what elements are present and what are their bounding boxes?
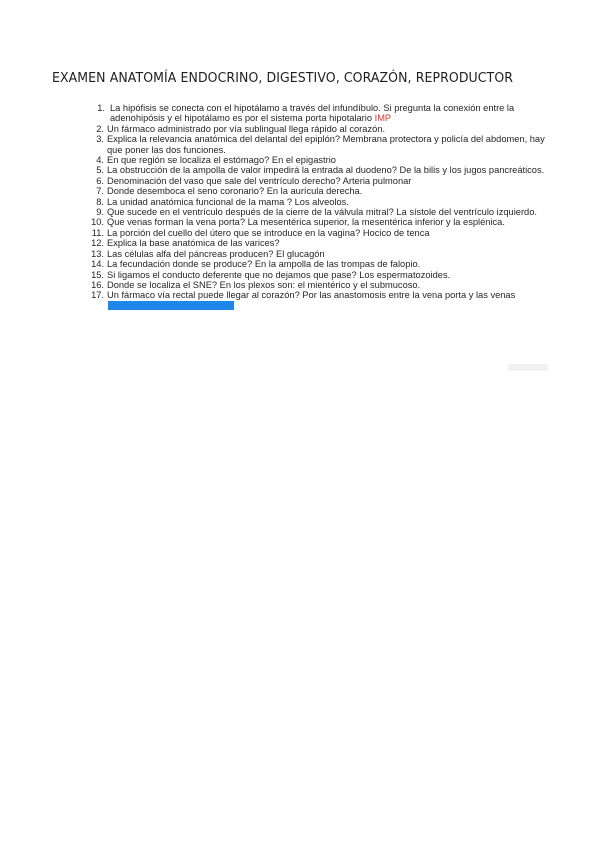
item-text: Denominación del vaso que sale del ventrículo derecho? Arteria pulmonar	[107, 175, 412, 186]
list-item	[88, 270, 548, 280]
list-item	[88, 103, 548, 124]
list-item	[88, 155, 548, 165]
list-item	[88, 249, 548, 259]
item-text: Explica la relevancia anatómica del delantal del epiplón? Membrana protectora y policía del abdomen, hay que poner las dos funciones.	[107, 134, 545, 155]
item-number: 14.	[91, 259, 104, 270]
list-item	[88, 238, 548, 248]
item-number: 1.	[97, 103, 105, 113]
item-number: 12.	[91, 238, 104, 249]
list-item	[88, 197, 548, 207]
item-number: 2.	[96, 123, 104, 134]
item-text: La obstrucción de la ampolla de valor impedirá la entrada al duodeno? De la bilis y los jugos pancreáticos.	[107, 165, 545, 176]
list-item	[88, 290, 548, 311]
question-list	[88, 103, 548, 311]
item-number: 17.	[91, 290, 104, 301]
item-text: La porción del cuello del útero que se introduce en la vagina? Hocico de tenca	[107, 227, 430, 238]
item-number: 6.	[96, 175, 104, 186]
list-item	[88, 228, 548, 238]
item-text: Un fármaco vía rectal puede llegar al corazón? Por las anastomosis entre la vena porta y las venas	[107, 290, 516, 301]
item-text: Que sucede en el ventrículo después de la cierre de la válvula mitral? La sístole del ventrículo izquierdo.	[107, 207, 537, 218]
item-number: 3.	[96, 134, 104, 145]
important-marker: IMP	[374, 113, 392, 124]
item-number: 4.	[96, 155, 104, 166]
list-item	[88, 186, 548, 196]
item-text: La fecundación donde se produce? En la ampolla de las trompas de falopio.	[107, 259, 421, 270]
list-item	[88, 176, 548, 186]
item-number: 10.	[91, 217, 104, 228]
item-number: 13.	[91, 248, 104, 259]
list-item	[88, 259, 548, 269]
item-number: 5.	[96, 165, 104, 176]
item-text: Un fármaco administrado por vía sublingual llega rápido al corazón.	[107, 123, 386, 134]
item-number: 7.	[96, 186, 104, 197]
list-item	[88, 217, 548, 227]
list-item	[88, 124, 548, 134]
redaction-highlight	[108, 301, 234, 310]
item-text: Donde desemboca el seno coronario? En la aurícula derecha.	[107, 186, 363, 197]
item-number: 16.	[91, 279, 104, 290]
item-number: 15.	[91, 269, 104, 280]
item-text: Las células alfa del páncreas producen? El glucagón	[107, 248, 325, 259]
list-item	[88, 207, 548, 217]
item-text: La hipófisis se conecta con el hipotálamo a través del infundíbulo. Si pregunta la conexión entre la adenohipósis y el hipotálamo es por el sistema porta hipotalario	[110, 103, 515, 124]
page-title: EXAMEN ANATOMÍA ENDOCRINO, DIGESTIVO, CORAZÓN, REPRODUCTOR	[52, 70, 514, 86]
list-item	[88, 165, 548, 175]
item-number: 11.	[91, 227, 104, 238]
item-text: Donde se localiza el SNE? En los plexos son: el mientérico y el submucoso.	[107, 279, 421, 290]
list-item	[88, 280, 548, 290]
item-text: Explica la base anatómica de las varices?	[107, 238, 280, 249]
item-number: 8.	[96, 196, 104, 207]
item-text: La unidad anatómica funcional de la mama ? Los alveolos.	[107, 196, 349, 207]
item-number: 9.	[96, 207, 104, 218]
item-text: Que venas forman la vena porta? La mesentérica superior, la mesentérica inferior y la esplénica.	[107, 217, 505, 228]
item-text: En que región se localiza el estómago? En el epigastrio	[107, 155, 336, 166]
list-item	[88, 134, 548, 155]
item-text: Si ligamos el conducto deferente que no dejamos que pase? Los espermatozoides.	[107, 269, 451, 280]
scan-smudge	[508, 364, 548, 371]
